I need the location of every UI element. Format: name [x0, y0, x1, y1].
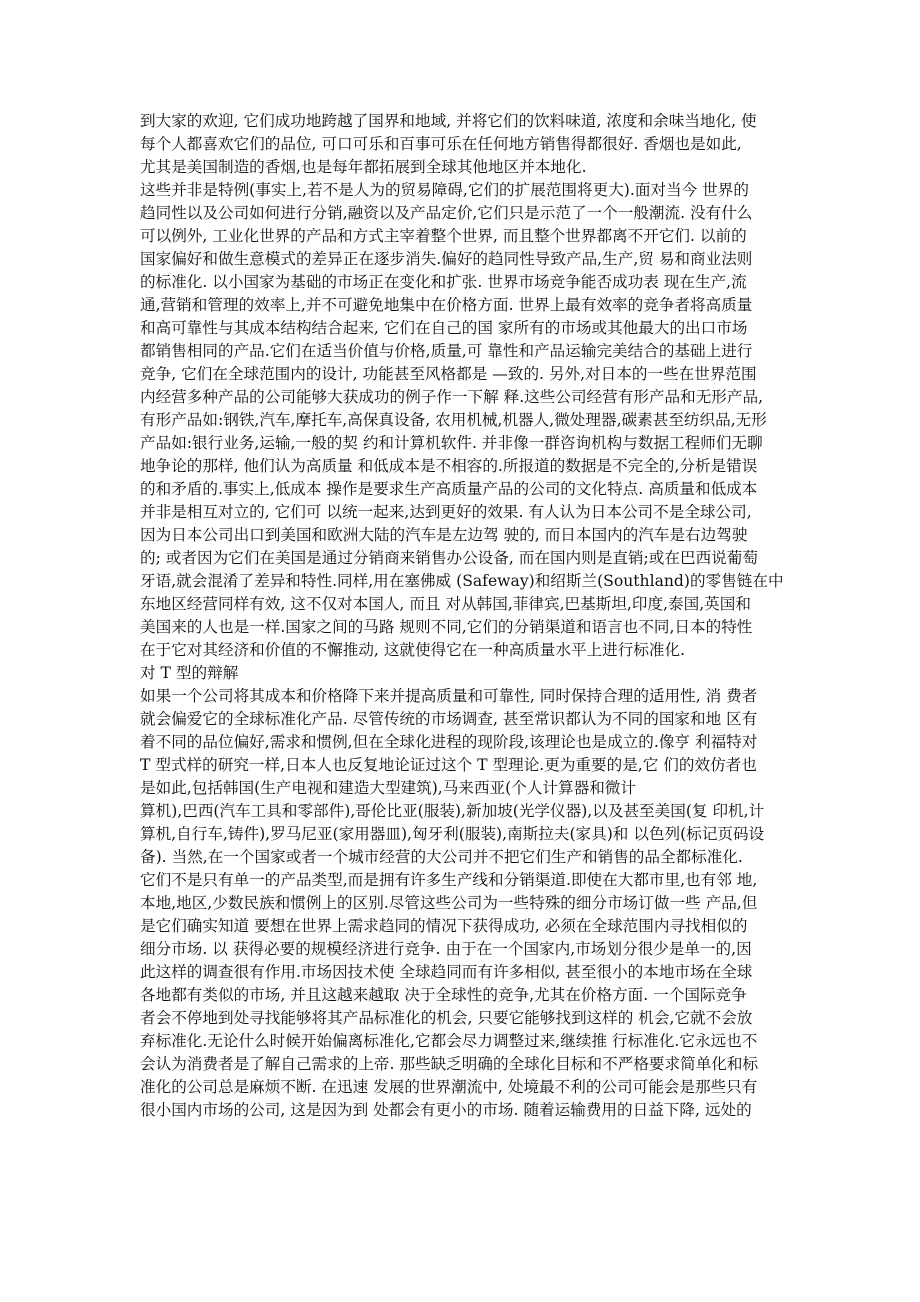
text-line: 内经营多种产品的公司能够大获成功的例子作一下解 释.这些公司经营有形产品和无形产品,: [140, 388, 764, 406]
text-line: 尤其是美国制造的香烟,也是每年都拓展到全球其他地区并本地化.: [140, 158, 587, 176]
text-line: 很小国内市场的公司, 这是因为到 处都会有更小的市场. 随着运输费用的日益下降, 远处的: [140, 1101, 752, 1119]
text-line: 本地,地区,少数民族和惯例上的区别.尽管这些公司为一些特殊的细分市场订做一些 产品,但: [140, 894, 758, 912]
text-line: 的; 或者因为它们在美国是通过分销商来销售办公设备, 而在国内则是直销;或在巴西说葡萄: [140, 549, 758, 567]
text-line: 因为日本公司出口到美国和欧洲大陆的汽车是左边驾 驶的, 而日本国内的汽车是右边驾驶: [140, 526, 748, 544]
text-line: 备). 当然,在一个国家或者一个城市经营的大公司并不把它们生产和销售的品全都标准化.: [140, 848, 743, 866]
text-line: 者会不停地到处寻找能够将其产品标准化的机会, 只要它能够找到这样的 机会,它就不会放: [140, 1009, 753, 1027]
text-line: 竞争, 它们在全球范围内的设计, 功能甚至风格都是 —致的. 另外,对日本的一些在世界范围: [140, 365, 757, 383]
text-line: 各地都有类似的市场, 并且这越来越取 决于全球性的竞争,尤其在价格方面. 一个国际竞争: [140, 986, 747, 1004]
text-line: 此这样的调查很有作用.市场因技术使 全球趋同而有许多相似, 甚至很小的本地市场在全球: [140, 963, 753, 981]
text-line: 可以例外, 工业化世界的产品和方式主宰着整个世界, 而且整个世界都离不开它们. 以前的: [140, 227, 747, 245]
text-line: 的和矛盾的.事实上,低成本 操作是要求生产高质量产品的公司的文化特点. 高质量和低成本: [140, 480, 758, 498]
text-line: 产品如:银行业务,运输,一般的契 约和计算机软件. 并非像一群咨询机构与数据工程师们无聊: [140, 434, 763, 452]
text-line: 是如此,包括韩国(生产电视和建造大型建筑),马来西亚(个人计算器和微计: [140, 779, 636, 797]
text-line: 准化的公司总是麻烦不断. 在迅速 发展的世界潮流中, 处境最不利的公司可能会是那些只有: [140, 1078, 758, 1096]
document-body: [140, 110, 794, 1122]
text-line: 东地区经营同样有效, 这不仅对本国人, 而且 对从韩国,菲律宾,巴基斯坦,印度,泰国,英国和: [140, 595, 751, 613]
text-line: 有形产品如:钢铁,汽车,摩托车,高保真设备, 农用机械,机器人,微处理器,碳素甚至纺织品,无形: [140, 411, 767, 429]
text-line: 着不同的品位偏好,需求和惯例,但在全球化进程的现阶段,该理论也是成立的.像亨 利福特对: [140, 733, 758, 751]
text-line: 它们不是只有单一的产品类型,而是拥有许多生产线和分销渠道.即使在大都市里,也有邻 地,: [140, 871, 758, 889]
text-line: 并非是相互对立的, 它们可 以统一起来,达到更好的效果. 有人认为日本公司不是全球公司,: [140, 503, 752, 521]
text-line: 通,营销和管理的效率上,并不可避免地集中在价格方面. 世界上最有效率的竞争者将高质量: [140, 296, 753, 314]
text-line: 会认为消费者是了解自己需求的上帝. 那些缺乏明确的全球化目标和不严格要求简单化和标: [140, 1055, 759, 1073]
text-line: 和高可靠性与其成本结构结合起来, 它们在自己的国 家所有的市场或其他最大的出口市场: [140, 319, 748, 337]
text-line: 每个人都喜欢它们的品位, 可口可乐和百事可乐在任何地方销售得都很好. 香烟也是如此,: [140, 135, 742, 153]
text-line: 牙语,就会混淆了差异和特性.同样,用在塞佛威 (Safeway)和绍斯兰(Southland)的零售链在中: [140, 572, 784, 590]
text-line: 这些并非是特例(事实上,若不是人为的贸易障碍,它们的扩展范围将更大).面对当今 世界的: [140, 181, 749, 199]
text-line: 的标准化. 以小国家为基础的市场正在变化和扩张. 世界市场竞争能否成功表 现在生产,流: [140, 273, 747, 291]
text-line: 算机,自行车,铸件),罗马尼亚(家用器皿),匈牙利(服装),南斯拉夫(家具)和 以色列(标记页码设: [140, 825, 765, 843]
text-line: 都销售相同的产品.它们在适当价值与价格,质量,可 靠性和产品运输完美结合的基础上进行: [140, 342, 753, 360]
text-line: 美国来的人也是一样.国家之间的马路 规则不同,它们的分销渠道和语言也不同,日本的特性: [140, 618, 753, 636]
section-heading: 对 T 型的辩解: [140, 664, 239, 682]
text-line: 国家偏好和做生意模式的差异正在逐步消失.偏好的趋同性导致产品,生产,贸 易和商业法则: [140, 250, 753, 268]
text-line: 算机),巴西(汽车工具和零部件),哥伦比亚(服装),新加坡(光学仪器),以及甚至美国(复 印机,计: [140, 802, 765, 820]
text-line: 弃标准化.无论什么时候开始偏离标准化,它都会尽力调整过来,继续推 行标准化.它永远也不: [140, 1032, 758, 1050]
text-line: 地争论的那样, 他们认为高质量 和低成本是不相容的.所报道的数据是不完全的,分析是错误: [140, 457, 758, 475]
text-line: 到大家的欢迎, 它们成功地跨越了国界和地域, 并将它们的饮料味道, 浓度和余味当地化, 使: [140, 112, 757, 130]
text-line: 如果一个公司将其成本和价格降下来并提高质量和可靠性, 同时保持合理的适用性, 消 费者: [140, 687, 758, 705]
text-line: 趋同性以及公司如何进行分销,融资以及产品定价,它们只是示范了一个一般潮流. 没有什么: [140, 204, 753, 222]
text-line: 就会偏爱它的全球标准化产品. 尽管传统的市场调查, 甚至常识都认为不同的国家和地 区有: [140, 710, 758, 728]
text-line: T 型式样的研究一样,日本人也反复地论证过这个 T 型理论.更为重要的是,它 们的效仿者也: [140, 756, 757, 774]
text-line: 细分市场. 以 获得必要的规模经济进行竞争. 由于在一个国家内,市场划分很少是单一的,因: [140, 940, 752, 958]
text-line: 在于它对其经济和价值的不懈推动, 这就使得它在一种高质量水平上进行标准化.: [140, 641, 686, 659]
text-line: 是它们确实知道 要想在世界上需求趋同的情况下获得成功, 必须在全球范围内寻找相似的: [140, 917, 748, 935]
